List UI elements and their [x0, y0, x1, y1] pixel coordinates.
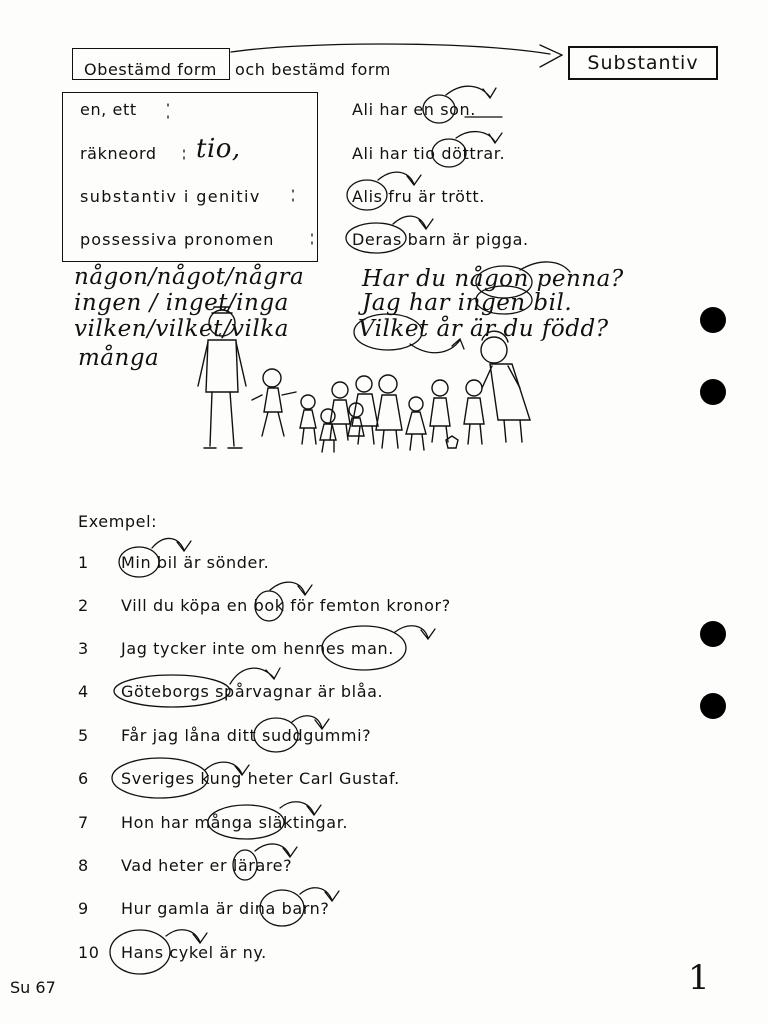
- example-number: 7: [78, 813, 89, 832]
- example-sentence: Vad heter er lärare?: [121, 856, 293, 875]
- definition-item: substantiv i genitiv: [80, 187, 261, 206]
- page-title: Substantiv: [568, 46, 718, 80]
- handwritten-pronoun-line: vilken/vilket/vilka: [74, 316, 289, 342]
- example-sentence: Vill du köpa en bok för femton kronor?: [121, 596, 451, 615]
- example-sentence: Får jag låna ditt suddgummi?: [121, 726, 372, 745]
- header-arrow: [231, 44, 550, 54]
- example-sentence: Jag tycker inte om hennes man.: [121, 639, 394, 658]
- example-sentence: Hon har många släktingar.: [121, 813, 349, 832]
- example-number: 4: [78, 682, 89, 701]
- example-number: 6: [78, 769, 89, 788]
- example-sentence: Min bil är sönder.: [121, 553, 270, 572]
- handwritten-pronoun-line: ingen / inget/inga: [74, 290, 289, 316]
- right-example: Ali har en son.: [352, 100, 476, 119]
- punch-hole-icon: [700, 621, 726, 647]
- right-example: Deras barn är pigga.: [352, 230, 529, 249]
- right-example: Alis fru är trött.: [352, 187, 485, 206]
- handwritten-example: Vilket år är du född?: [358, 316, 609, 342]
- example-number: 2: [78, 596, 89, 615]
- definition-handwritten: tio,: [196, 134, 241, 164]
- example-sentence: Sveriges kung heter Carl Gustaf.: [121, 769, 400, 788]
- example-number: 3: [78, 639, 89, 658]
- example-number: 5: [78, 726, 89, 745]
- example-number: 1: [78, 553, 89, 572]
- form-rest-label: och bestämd form: [235, 60, 391, 79]
- punch-hole-icon: [700, 693, 726, 719]
- example-number: 10: [78, 943, 100, 962]
- handwritten-pronoun-line: många: [78, 345, 160, 371]
- page-number: 1: [688, 958, 711, 998]
- handwritten-pronoun-line: någon/något/några: [74, 264, 305, 290]
- right-example: Ali har tio döttrar.: [352, 144, 506, 163]
- example-sentence: Hans cykel är ny.: [121, 943, 267, 962]
- definition-item: possessiva pronomen: [80, 230, 275, 249]
- punch-hole-icon: [700, 307, 726, 333]
- page-code: Su 67: [10, 978, 56, 997]
- handwritten-example: Har du någon penna?: [362, 266, 624, 292]
- form-label: Obestämd form: [84, 60, 217, 79]
- handwritten-example: Jag har ingen bil.: [362, 290, 573, 316]
- example-sentence: Göteborgs spårvagnar är blåa.: [121, 682, 384, 701]
- example-number: 9: [78, 899, 89, 918]
- punch-hole-icon: [700, 379, 726, 405]
- header-arrow-head: [540, 45, 562, 67]
- example-number: 8: [78, 856, 89, 875]
- definition-item: en, ett: [80, 100, 137, 119]
- definition-item: räkneord: [80, 144, 157, 163]
- exempel-heading: Exempel:: [78, 512, 158, 531]
- example-sentence: Hur gamla är dina barn?: [121, 899, 330, 918]
